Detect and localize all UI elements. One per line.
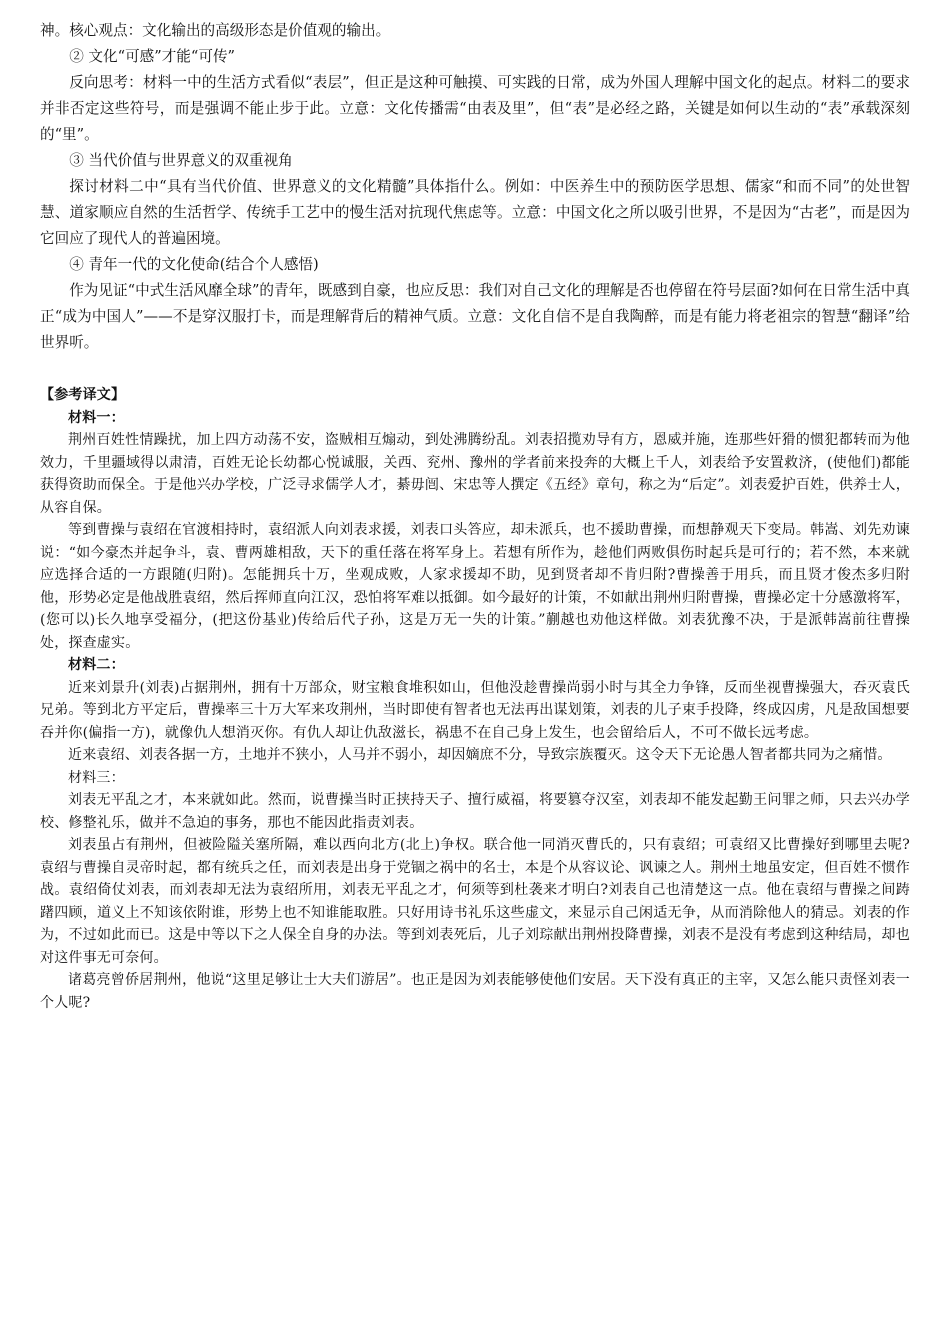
reference-translation-title: 【参考译文】 bbox=[40, 387, 126, 403]
translation-paragraph: 荆州百姓性情躁扰，加上四方动荡不安，盗贼相互煽动，到处沸腾纷乱。刘表招揽劝导有方，恩威并施，连那些奸猾的惯犯都转而为他效力，千里疆域得以肃清，百姓无论长幼都心悦诚服，关西、兖州、豫州的学者前来投奔的大概上千人，刘表给予安置救济，(使他们)都能获得资助而保全。于是他兴办学校，广泛寻求儒学人才，綦毋闿、宋忠等人撰定《五经》章句，称之为“后定”。刘表爱护百姓，供养士人，从容自保。 bbox=[40, 432, 910, 516]
material-2-label: 材料二： bbox=[68, 657, 125, 673]
analysis-paragraph: 反向思考：材料一中的生活方式看似“表层”，但正是这种可触摸、可实践的日常，成为外国人理解中国文化的起点。材料二的要求并非否定这些符号，而是强调不能止步于此。立意：文化传播需“由表及里”，但“表”是必经之路，关键是如何以生动的“表”承载深刻的“里”。 bbox=[40, 74, 910, 143]
translation-paragraph: 刘表无平乱之才，本来就如此。然而，说曹操当时正挟持天子、擅行威福，将要篡夺汉室，刘表却不能发起勤王问罪之师，只去兴办学校、修整礼乐，做并不急迫的事务，那也不能因此指责刘表。 bbox=[40, 792, 910, 831]
translation-paragraph: 等到曹操与袁绍在官渡相持时，袁绍派人向刘表求援，刘表口头答应，却未派兵，也不援助曹操，而想静观天下变局。韩嵩、刘先劝谏说：“如今豪杰并起争斗，袁、曹两雄相敌，天下的重任落在将军身上。若想有所作为，趁他们两败俱伤时起兵是可行的；若不然，本来就应选择合适的一方跟随(归附)。怎能拥兵十万，坐观成败，人家求援却不助，见到贤者却不肯归附?曹操善于用兵，而且贤才俊杰多归附他，形势必定是他战胜袁绍，然后挥师直向江汉，恐怕将军难以抵御。如今最好的计策，不如献出荆州归附曹操，曹操必定十分感激将军，(您可以)长久地享受福分，(把这份基业)传给后代子孙，这是万无一失的计策。”蒯越也劝他这样做。刘表犹豫不决，于是派韩嵩前往曹操处，探查虚实。 bbox=[40, 522, 910, 651]
translation-paragraph: 刘表虽占有荆州，但被险隘关塞所隔，难以西向北方(北上)争权。联合他一同消灭曹氏的，只有袁绍；可袁绍又比曹操好到哪里去呢?袁绍与曹操自灵帝时起，都有统兵之任，而刘表是出身于党锢之祸中的名士，本是个从容议论、讽谏之人。荆州土地虽安定，但百姓不惯作战。袁绍倚仗刘表，而刘表却无法为袁绍所用，刘表无平乱之才，何须等到杜袭来才明白?刘表自己也清楚这一点。他在袁绍与曹操之间踌躇四顾，道义上不知该依附谁，形势上也不知谁能取胜。只好用诗书礼乐这些虚文，来显示自己闲适无争，从而消除他人的猜忌。刘表的作为，不过如此而已。这是中等以下之人保全自身的办法。等到刘表死后，儿子刘琮献出荆州投降曹操，刘表不是没有考虑到这种结局，却也对这件事无可奈何。 bbox=[40, 837, 910, 966]
analysis-heading-2: ② 文化“可感”才能“可传” bbox=[69, 48, 236, 65]
translation-paragraph: 诸葛亮曾侨居荆州，他说“这里足够让士大夫们游居”。也正是因为刘表能够使他们安居。天下没有真正的主宰，又怎么能只责怪刘表一个人呢? bbox=[40, 972, 910, 1011]
section-gap bbox=[40, 356, 910, 384]
translation-paragraph: 近来刘景升(刘表)占据荆州，拥有十万部众，财宝粮食堆积如山，但他没趁曹操尚弱小时与其全力争锋，反而坐视曹操强大，吞灭袁氏兄弟。等到北方平定后，曹操率三十万大军来攻荆州，当时即使有智者也无法再出谋划策，刘表的儿子束手投降，终成囚虏，凡是敌国想要吞并你(偏指一方)，就像仇人想消灭你。有仇人却让仇敌滋长，祸患不在自己身上发生，也会留给后人，不可不做长远考虑。 bbox=[40, 679, 910, 741]
material-3-label: 材料三： bbox=[68, 769, 125, 786]
essay-analysis-section bbox=[40, 18, 910, 356]
material-1-label: 材料一： bbox=[68, 409, 125, 426]
analysis-paragraph: 作为见证“中式生活风靡全球”的青年，既感到自豪，也应反思：我们对自己文化的理解是否也停留在符号层面?如何在日常生活中真正“成为中国人”——不是穿汉服打卡，而是理解背后的精神气质。立意：文化自信不是自我陶醉，而是有能力将老祖宗的智慧“翻译”给世界听。 bbox=[40, 282, 910, 351]
analysis-paragraph: 探讨材料二中“具有当代价值、世界意义的文化精髓”具体指什么。例如：中医养生中的预防医学思想、儒家“和而不同”的处世智慧、道家顺应自然的生活哲学、传统手工艺中的慢生活对抗现代焦虑等。立意：中国文化之所以吸引世界，不是因为“古老”，而是因为它回应了现代人的普遍困境。 bbox=[40, 178, 910, 247]
analysis-paragraph: 神。核心观点：文化输出的高级形态是价值观的输出。 bbox=[40, 22, 391, 39]
analysis-heading-4: ④ 青年一代的文化使命(结合个人感悟) bbox=[69, 256, 319, 273]
reference-translation-section bbox=[40, 384, 910, 1014]
translation-paragraph: 近来袁绍、刘表各据一方，土地并不狭小，人马并不弱小，却因嫡庶不分，导致宗族覆灭。这令天下无论愚人智者都共同为之痛惜。 bbox=[68, 747, 892, 763]
document-page bbox=[40, 18, 910, 1014]
analysis-heading-3: ③ 当代价值与世界意义的双重视角 bbox=[69, 152, 293, 169]
